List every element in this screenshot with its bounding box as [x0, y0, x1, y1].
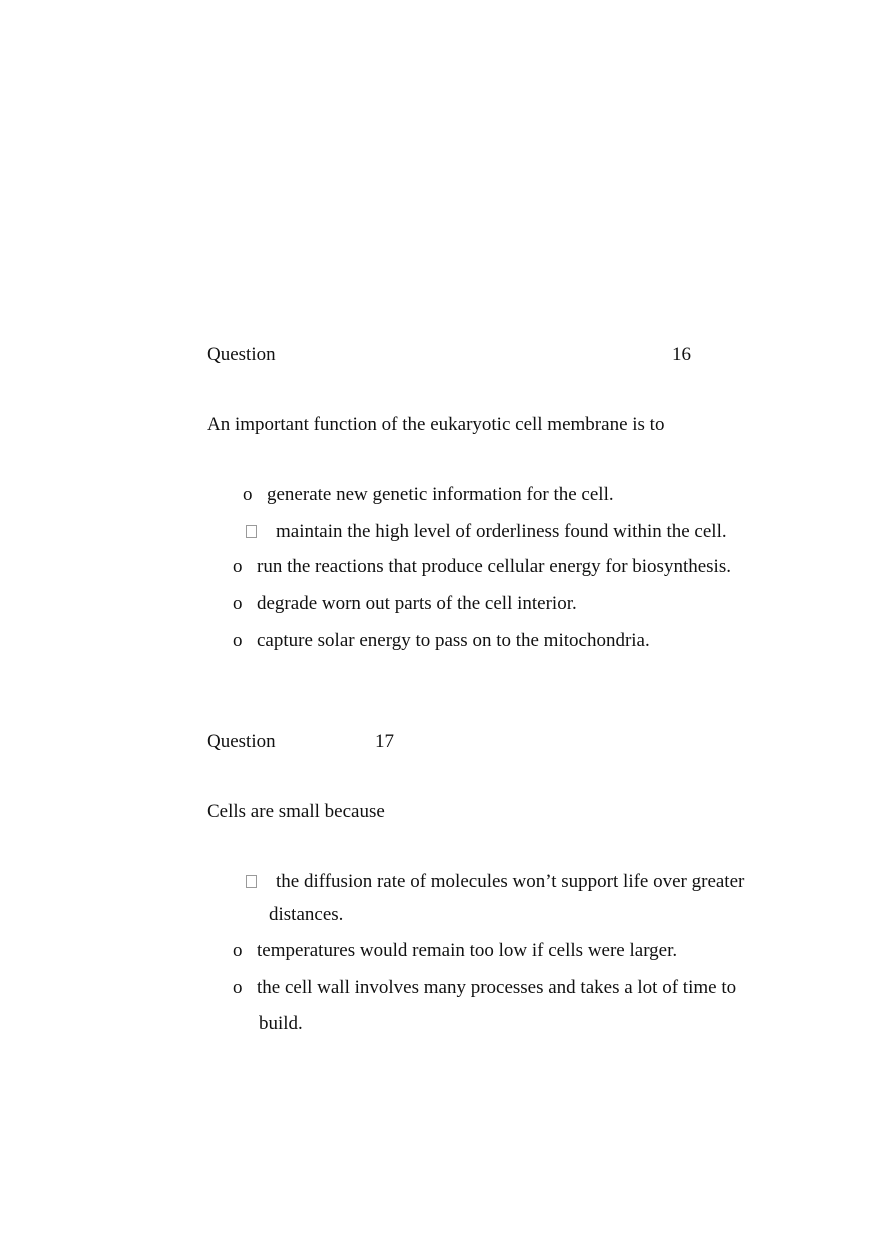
- radio-circle-icon[interactable]: o: [233, 940, 243, 961]
- checkbox-icon[interactable]: [246, 525, 257, 538]
- radio-circle-icon[interactable]: o: [243, 484, 253, 505]
- question-label: Question: [207, 731, 276, 752]
- checkbox-icon[interactable]: [246, 875, 257, 888]
- question-prompt: An important function of the eukaryotic cell membrane is to: [207, 414, 665, 435]
- answer-option-text: degrade worn out parts of the cell interior.: [257, 593, 577, 614]
- answer-option-text-continued: distances.: [269, 904, 344, 925]
- answer-option-text: temperatures would remain too low if cells were larger.: [257, 940, 678, 961]
- answer-option-text: the diffusion rate of molecules won’t support life over greater: [276, 871, 745, 892]
- answer-option-text: generate new genetic information for the cell.: [267, 484, 614, 505]
- answer-option-text: capture solar energy to pass on to the mitochondria.: [257, 630, 650, 651]
- question-label: Question: [207, 344, 276, 365]
- radio-circle-icon[interactable]: o: [233, 593, 243, 614]
- radio-circle-icon[interactable]: o: [233, 556, 243, 577]
- question-number: 16: [672, 344, 691, 365]
- question-prompt: Cells are small because: [207, 801, 385, 822]
- radio-circle-icon[interactable]: o: [233, 977, 243, 998]
- question-number: 17: [375, 731, 394, 752]
- answer-option-text-continued: build.: [259, 1013, 303, 1034]
- answer-option-text: run the reactions that produce cellular energy for biosynthesis.: [257, 556, 731, 577]
- answer-option-text: the cell wall involves many processes and takes a lot of time to: [257, 977, 737, 998]
- radio-circle-icon[interactable]: o: [233, 630, 243, 651]
- answer-option-text: maintain the high level of orderliness found within the cell.: [276, 521, 727, 542]
